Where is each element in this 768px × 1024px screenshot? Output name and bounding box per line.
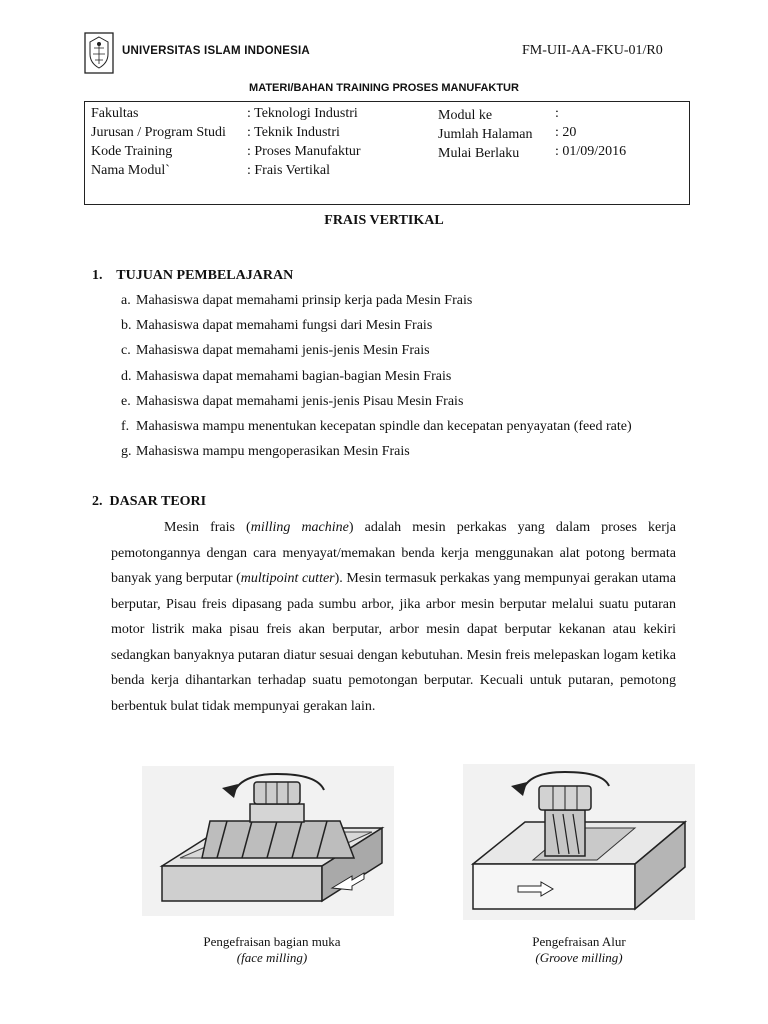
- caption-text: Pengefraisan Alur: [532, 934, 626, 949]
- info-label: Jurusan / Program Studi: [91, 125, 226, 140]
- info-value: :: [555, 106, 559, 121]
- paragraph-text: Mesin frais (: [164, 520, 251, 535]
- list-text: Mahasiswa dapat memahami bagian-bagian Mesin Frais: [136, 369, 452, 384]
- caption-italic: (face milling): [236, 950, 308, 965]
- list-marker: b.: [121, 318, 132, 333]
- list-text: Mahasiswa dapat memahami prinsip kerja pada Mesin Frais: [136, 293, 473, 308]
- list-text: Mahasiswa mampu mengoperasikan Mesin Frais: [136, 444, 410, 459]
- paragraph-text: ) adalah mesin perkakas yang dalam proses kerja pemotongannya dengan cara menyayat/memakan benda kerja menggunakan alat potong bermata banyak yang berputar (: [111, 520, 676, 586]
- info-label: Jumlah Halaman: [438, 127, 533, 142]
- document-code: FM-UII-AA-FKU-01/R0: [522, 43, 663, 58]
- list-text: Mahasiswa dapat memahami jenis-jenis Mesin Frais: [136, 343, 430, 358]
- list-marker: e.: [121, 394, 131, 409]
- groove-milling-illustration: [463, 764, 695, 920]
- paragraph-italic: multipoint cutter: [240, 571, 335, 586]
- info-right-values: [555, 104, 626, 161]
- figure-caption-groove-milling: [463, 934, 695, 966]
- info-right-labels: [438, 106, 532, 163]
- list-marker: f.: [121, 419, 130, 434]
- training-subtitle: MATERI/BAHAN TRAINING PROSES MANUFAKTUR: [249, 82, 519, 94]
- section-heading-objectives: 1. TUJUAN PEMBELAJARAN: [92, 268, 294, 283]
- university-logo: [84, 32, 114, 74]
- list-marker: d.: [121, 369, 132, 384]
- theory-paragraph: [111, 515, 676, 719]
- document-title: FRAIS VERTIKAL: [324, 213, 444, 228]
- info-value: : 20: [555, 125, 577, 140]
- face-milling-illustration: [142, 766, 394, 916]
- info-label: Modul ke: [438, 108, 493, 123]
- info-label: Mulai Berlaku: [438, 146, 520, 161]
- university-name: UNIVERSITAS ISLAM INDONESIA: [122, 45, 310, 57]
- list-text: Mahasiswa dapat memahami fungsi dari Mesin Frais: [136, 318, 433, 333]
- info-value: : 01/09/2016: [555, 144, 627, 159]
- info-value: : Teknik Industri: [247, 125, 340, 140]
- info-label: Kode Training: [91, 144, 173, 159]
- info-label: Fakultas: [91, 106, 139, 121]
- list-marker: c.: [121, 343, 131, 358]
- info-label: Nama Modul`: [91, 163, 170, 178]
- section-heading-theory: 2. DASAR TEORI: [92, 494, 207, 509]
- list-marker: g.: [121, 444, 132, 459]
- info-value: : Frais Vertikal: [247, 163, 330, 178]
- info-value: : Teknologi Industri: [247, 106, 358, 121]
- caption-italic: (Groove milling): [535, 950, 623, 965]
- list-text: Mahasiswa mampu menentukan kecepatan spindle dan kecepatan penyayatan (feed rate): [136, 419, 632, 434]
- info-value: : Proses Manufaktur: [247, 144, 361, 159]
- info-left-values: [247, 104, 361, 180]
- list-text: Mahasiswa dapat memahami jenis-jenis Pisau Mesin Frais: [136, 394, 464, 409]
- paragraph-text: ). Mesin termasuk perkakas yang mempunyai gerakan utama berputar, Pisau freis dipasang pada sumbu arbor, jika arbor mesin berputar melalui suatu putaran motor listrik maka pisau freis akan berputar, arbor mesin dapat berputar kekanan atau kekiri sedangkan banyaknya putaran diatur sesuai dengan kebutuhan. Mesin freis melepaskan logam ketika benda kerja dihantarkan terhadap suatu pemotongan berputar. Kecuali untuk putaran, pemotong berbentuk bulat tidak mempunyai gerakan lain.: [111, 571, 676, 714]
- paragraph-italic: milling machine: [250, 520, 349, 535]
- figure-caption-face-milling: [142, 934, 402, 966]
- caption-text: Pengefraisan bagian muka: [203, 934, 341, 949]
- list-marker: a.: [121, 293, 131, 308]
- info-left-labels: [91, 104, 226, 180]
